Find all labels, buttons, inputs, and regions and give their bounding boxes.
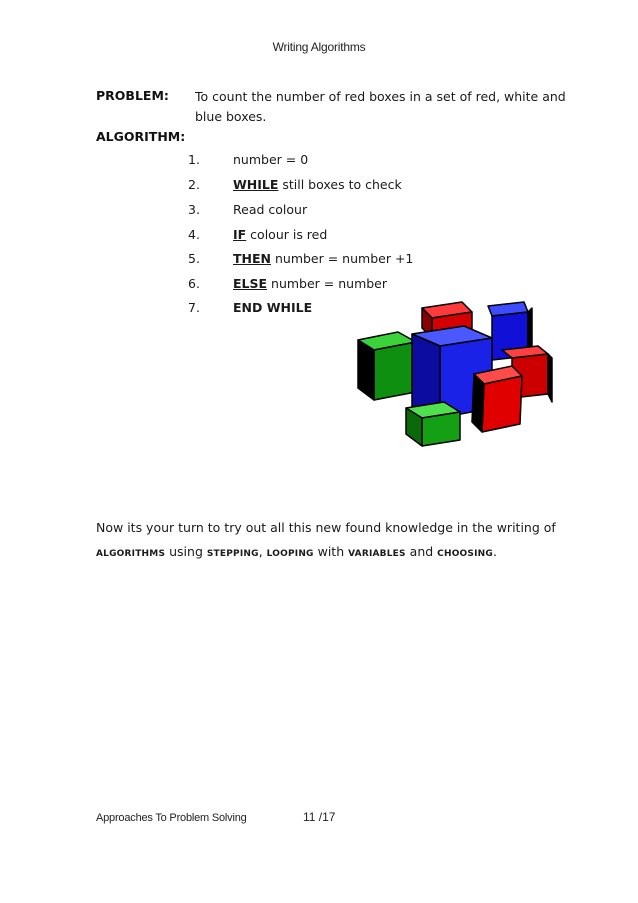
step-number: 3. [188,202,200,217]
step-rest: colour is red [246,227,328,242]
algorithm-label: ALGORITHM: [96,129,186,144]
keyword-variables: VARIABLES [348,549,406,559]
step-rest: number = number [267,276,388,291]
problem-text: To count the number of red boxes in a set of red, white and blue boxes. [195,89,566,124]
step-keyword: END WHILE [233,300,313,315]
step-number: 7. [188,300,200,315]
text-using: using [165,544,207,559]
step-number: 4. [188,227,200,242]
problem-label: PROBLEM: [96,88,169,103]
step-text [233,276,387,291]
step-rest: number = 0 [233,152,309,167]
text-and: and [405,544,438,559]
page-header-title: Writing Algorithms [272,40,366,54]
text-end: . [492,544,497,559]
footer-document-title: Approaches To Problem Solving [96,812,247,824]
step-rest: number = number +1 [271,251,414,266]
text-with: with [313,544,349,559]
keyword-algorithms: ALGORITHMS [96,549,166,559]
step-keyword: WHILE [233,177,279,192]
step-text [233,202,307,217]
step-text [233,177,402,192]
step-text [233,227,327,242]
closing-paragraph [96,516,566,566]
step-number: 2. [188,177,200,192]
step-number: 5. [188,251,200,266]
keyword-stepping: STEPPING [206,549,259,559]
step-text [233,251,413,266]
keyword-looping: LOOPING [266,549,314,559]
step-keyword: IF [233,227,247,242]
keyword-choosing: CHOOSING [437,549,493,559]
step-text [233,152,308,167]
step-number: 6. [188,276,200,291]
footer-page-number: 11 /17 [303,810,336,824]
closing-line-1: Now its your turn to try out all this new found knowledge in the writing of [96,520,556,535]
step-rest: Read colour [233,202,308,217]
step-text [233,300,312,315]
colored-boxes-illustration [352,298,564,454]
step-rest: still boxes to check [278,177,402,192]
step-number: 1. [188,152,200,167]
step-keyword: ELSE [233,276,268,291]
step-keyword: THEN [233,251,271,266]
text-comma: , [258,544,267,559]
